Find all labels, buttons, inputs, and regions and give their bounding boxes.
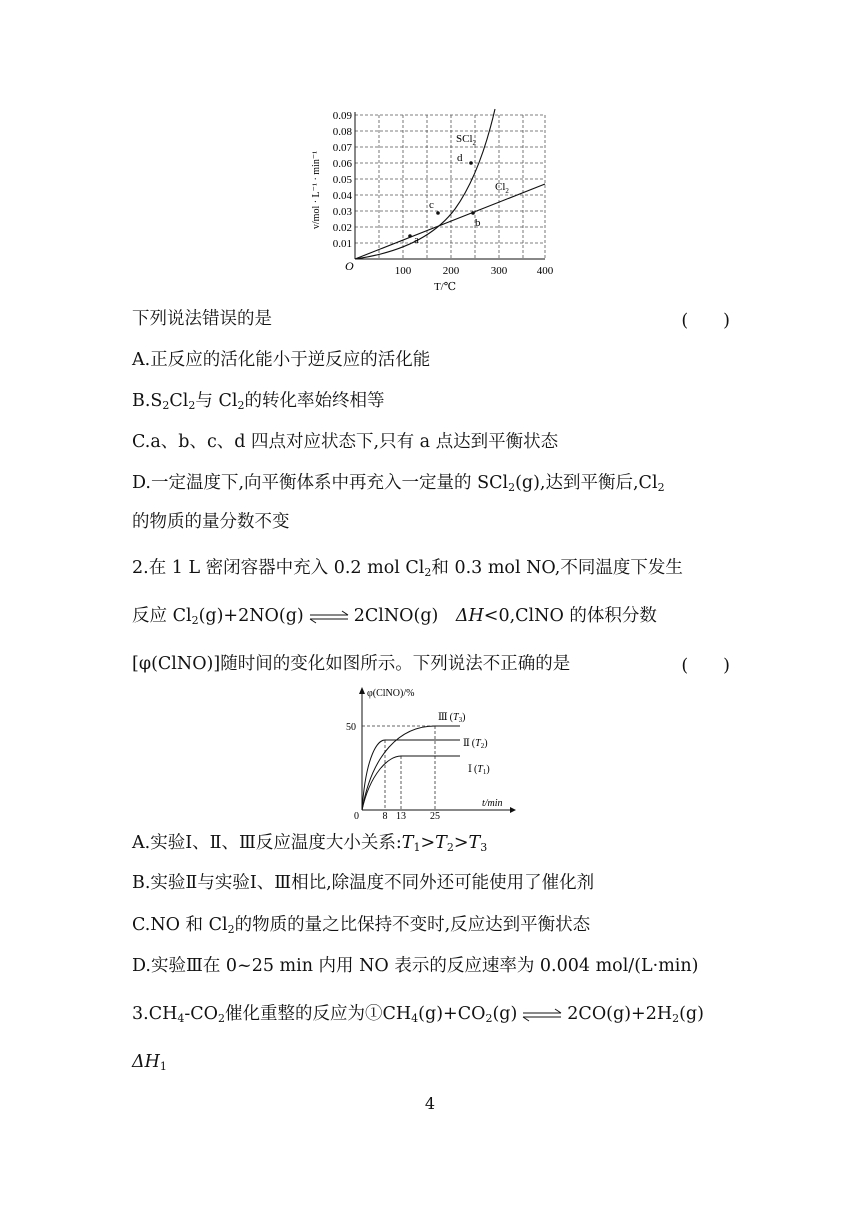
q2-line2: 反应 $Cl_2(g)+2NO(g)$ 2ClNO(g) ΔH<0,ClNO 的体积分数	[132, 606, 657, 627]
y-tick: 0.04	[332, 190, 352, 202]
point-b	[471, 211, 475, 215]
q1-option-b: $B.S_2Cl_2$与 $Cl_2$的转化率始终相等	[132, 391, 385, 412]
curve-iii	[362, 726, 460, 810]
x-axis-label: T/℃	[433, 281, 457, 293]
q2-line3: [φ(ClNO)]随时间的变化如图所示。下列说法不正确的是	[132, 654, 571, 674]
rate-temperature-chart	[305, 104, 565, 296]
y-axis-label: φ(ClNO)/%	[367, 688, 415, 699]
label-a: a	[414, 234, 419, 246]
y-tick: 0.09	[332, 110, 352, 122]
q2-line1: 2.在 1 L 密闭容器中充入 0.2 mol $Cl_2$和 0.3 mol NO,不同温度下发生	[132, 558, 683, 579]
q1-option-d-cont: 的物质的量分数不变	[132, 512, 290, 532]
y-tick: 0.05	[332, 174, 352, 186]
y-tick: 0.06	[332, 158, 352, 170]
q3-line2: $\Delta H_1$	[132, 1052, 167, 1073]
q1-option-c: C.a、b、c、d 四点对应状态下,只有 a 点达到平衡状态	[132, 432, 559, 452]
equilibrium-arrow-icon	[521, 1008, 563, 1022]
label-curve-ii: Ⅱ $(T_2)$	[463, 738, 488, 750]
x-tick: 100	[394, 265, 412, 277]
q2-option-a: A.实验Ⅰ、Ⅱ、Ⅲ反应温度大小关系$:T_1>T_2>T_3$	[132, 833, 488, 854]
x-tick: 300	[490, 265, 508, 277]
x-tick: 8	[382, 811, 388, 820]
origin-label: O	[345, 259, 354, 273]
point-d	[469, 161, 473, 165]
curve-ii	[362, 740, 460, 810]
label-b: b	[475, 217, 481, 229]
x-axis-label: t/min	[482, 798, 503, 809]
label-scl2: SCl$_2$	[456, 133, 477, 147]
label-curve-i: Ⅰ $(T_1)$	[468, 764, 490, 776]
q2-option-b: B.实验Ⅱ与实验Ⅰ、Ⅲ相比,除温度不同外还可能使用了催化剂	[132, 873, 595, 893]
y-tick: 50	[346, 722, 356, 733]
x-tick: 200	[442, 265, 460, 277]
x-tick: 400	[536, 265, 554, 277]
x-tick: 25	[430, 811, 440, 820]
q2-option-c: C.NO 和 $Cl_2$的物质的量之比保持不变时,反应达到平衡状态	[132, 915, 591, 936]
label-d: d	[457, 152, 463, 164]
equilibrium-arrow-icon	[308, 610, 350, 624]
y-tick: 0.01	[332, 238, 352, 250]
y-tick: 0.07	[332, 142, 352, 154]
label-cl2: $Cl_2$	[495, 181, 509, 195]
point-c	[436, 211, 440, 215]
x-tick: 13	[396, 811, 406, 820]
q1-stem: 下列说法错误的是	[132, 309, 272, 329]
q1-option-d: D.一定温度下,向平衡体系中再充入一定量的 SCl$_2$(g),达到平衡后$,Cl_2$	[132, 473, 665, 494]
y-axis-label: v/mol · L⁻¹ · min⁻¹	[311, 150, 322, 230]
point-a	[408, 234, 412, 238]
q3-line1: $3.CH_4-CO_2$催化重整的反应为$①CH_4(g)+CO_2(g)$ $2CO(g)+2H_2(g)$	[132, 1004, 704, 1025]
page-number: 4	[424, 1094, 436, 1113]
y-tick: 0.02	[332, 222, 352, 234]
origin-label: 0	[354, 811, 359, 820]
label-c: c	[429, 199, 434, 211]
q2-option-d: D.实验Ⅲ在 0~25 min 内用 NO 表示的反应速率为 0.004 mol/(L·min)	[132, 956, 699, 976]
q2-answer-paren: ( )	[681, 656, 730, 676]
y-tick: 0.08	[332, 126, 352, 138]
label-curve-iii: Ⅲ $(T_3)$	[438, 712, 466, 724]
clno-fraction-chart	[340, 684, 520, 820]
q1-answer-paren: ( )	[681, 311, 730, 331]
scl2-curve	[355, 109, 495, 259]
q1-option-a: A.正反应的活化能小于逆反应的活化能	[132, 350, 431, 370]
y-tick: 0.03	[332, 206, 352, 218]
